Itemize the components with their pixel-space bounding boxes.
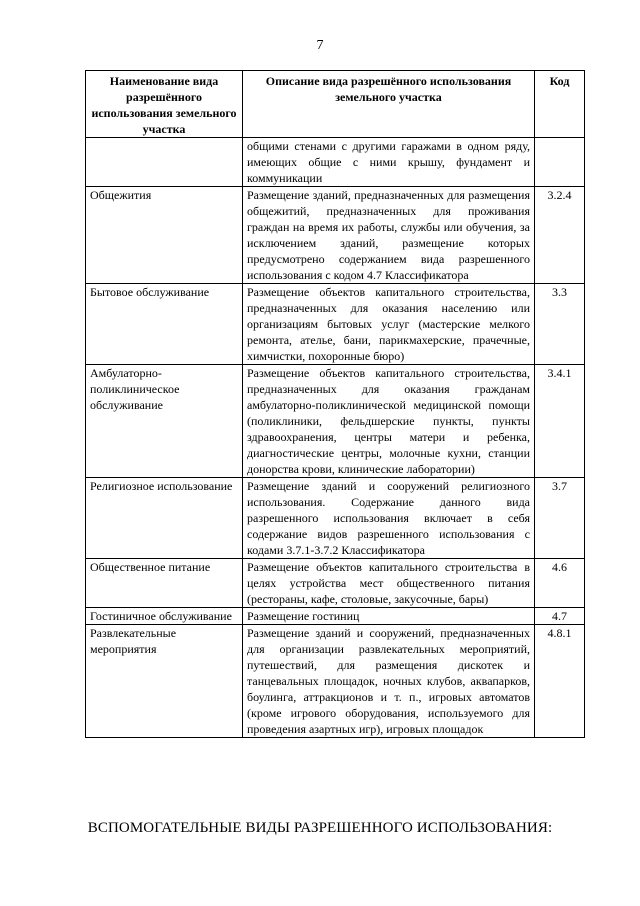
row-name: Общественное питание [86, 559, 243, 608]
table-row [86, 559, 585, 608]
row-code: 3.4.1 [535, 365, 585, 478]
row-description: Размещение зданий, предназначенных для размещения общежитий, предназначенных для проживания граждан на время их работы, службы или обучения, за исключением зданий, размещение которых предусмотрено содержанием вида разрешенного использования с кодом 4.7 Классификатора [243, 187, 535, 284]
row-description: Размещение зданий и сооружений, предназначенных для организации развлекательных мероприятий, путешествий, для размещения дискотек и танцевальных площадок, ночных клубов, аквапарков, боулинга, аттракционов и т. п., игровых автоматов (кроме игрового оборудования, используемого для проведения азартных игр), игровых площадок [243, 625, 535, 738]
row-description: Размещение зданий и сооружений религиозного использования. Содержание данного вида разрешенного использования включает в себя содержание видов разрешенного использования с кодами 3.7.1-3.7.2 Классификатора [243, 478, 535, 559]
table-row [86, 138, 585, 187]
section-heading: ВСПОМОГАТЕЛЬНЫЕ ВИДЫ РАЗРЕШЕННОГО ИСПОЛЬЗОВАНИЯ: [87, 820, 553, 836]
row-code: 3.3 [535, 284, 585, 365]
row-code: 4.6 [535, 559, 585, 608]
row-description: Размещение объектов капитального строительства, предназначенных для оказания гражданам амбулаторно-поликлинической медицинской помощи (поликлиники, фельдшерские пункты, пункты здравоохранения, центры матери и ребенка, диагностические центры, молочные кухни, станции донорства крови, клинические лаборатории) [243, 365, 535, 478]
row-code: 3.7 [535, 478, 585, 559]
row-description: Размещение объектов капитального строительства в целях устройства мест общественного питания (рестораны, кафе, столовые, закусочные, бары) [243, 559, 535, 608]
header-description: Описание вида разрешённого использования земельного участка [243, 71, 535, 138]
row-code: 3.2.4 [535, 187, 585, 284]
row-name: Бытовое обслуживание [86, 284, 243, 365]
row-name [86, 138, 243, 187]
row-name: Религиозное использование [86, 478, 243, 559]
row-code [535, 138, 585, 187]
table-row [86, 478, 585, 559]
table-row [86, 187, 585, 284]
land-use-table [85, 70, 585, 738]
row-description: Размещение объектов капитального строительства, предназначенных для оказания населению или организациям бытовых услуг (мастерские мелкого ремонта, ателье, бани, парикмахерские, прачечные, химчистки, похоронные бюро) [243, 284, 535, 365]
header-code: Код [535, 71, 585, 138]
row-name: Общежития [86, 187, 243, 284]
row-name: Развлекательные мероприятия [86, 625, 243, 738]
row-name: Гостиничное обслуживание [86, 608, 243, 625]
row-code: 4.7 [535, 608, 585, 625]
row-description: Размещение гостиниц [243, 608, 535, 625]
row-name: Амбулаторно-поликлиническое обслуживание [86, 365, 243, 478]
header-name: Наименование вида разрешённого использования земельного участка [86, 71, 243, 138]
row-code: 4.8.1 [535, 625, 585, 738]
row-description: общими стенами с другими гаражами в одном ряду, имеющих общие с ними крышу, фундамент и коммуникации [243, 138, 535, 187]
table-header-row [86, 71, 585, 138]
table-row [86, 284, 585, 365]
page-number: 7 [316, 38, 324, 53]
table-row [86, 365, 585, 478]
table-row [86, 625, 585, 738]
table-row [86, 608, 585, 625]
